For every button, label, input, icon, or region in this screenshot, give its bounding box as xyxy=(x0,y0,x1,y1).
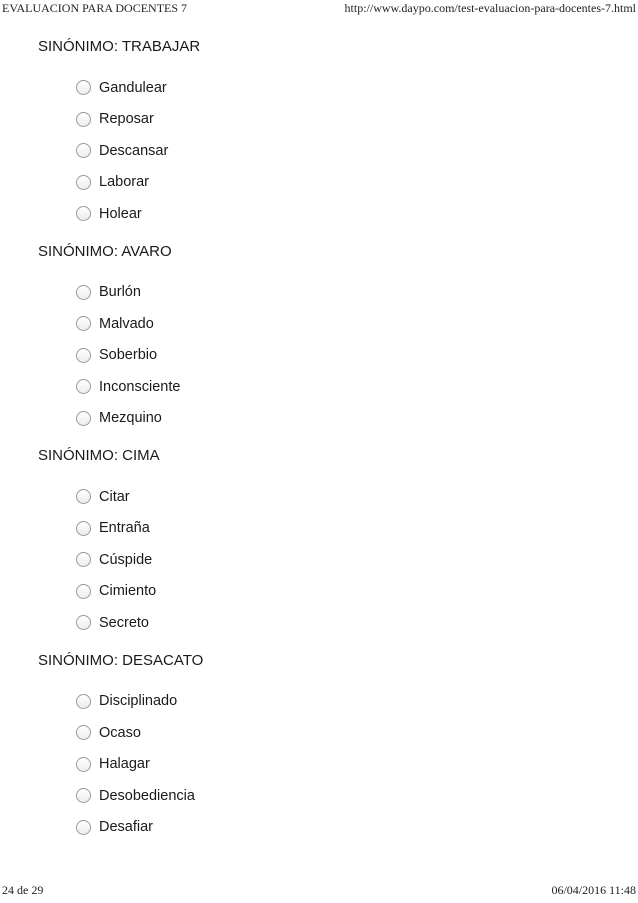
option-secreto[interactable] xyxy=(76,607,598,639)
option-inconsciente[interactable] xyxy=(76,371,598,403)
option-descansar[interactable] xyxy=(76,135,598,167)
question-cima xyxy=(38,446,598,651)
radio-button[interactable] xyxy=(76,521,91,536)
option-label: Cimiento xyxy=(99,583,157,600)
option-desafiar[interactable] xyxy=(76,812,598,844)
option-label: Disciplinado xyxy=(99,693,178,710)
option-label: Halagar xyxy=(99,756,150,773)
radio-button[interactable] xyxy=(76,175,91,190)
option-cuspide[interactable] xyxy=(76,544,598,576)
option-label: Inconsciente xyxy=(99,378,181,395)
option-citar[interactable] xyxy=(76,481,598,513)
radio-button[interactable] xyxy=(76,379,91,394)
option-label: Citar xyxy=(99,488,130,505)
option-label: Ocaso xyxy=(99,724,141,741)
option-laborar[interactable] xyxy=(76,167,598,199)
option-holear[interactable] xyxy=(76,198,598,230)
question-title: SINÓNIMO: AVARO xyxy=(38,242,172,260)
option-mezquino[interactable] xyxy=(76,403,598,435)
radio-button[interactable] xyxy=(76,112,91,127)
print-datetime: 06/04/2016 11:48 xyxy=(551,883,636,897)
option-label: Mezquino xyxy=(99,410,162,427)
option-label: Malvado xyxy=(99,315,154,332)
option-label: Burlón xyxy=(99,284,141,301)
question-trabajar xyxy=(38,37,598,242)
radio-button[interactable] xyxy=(76,206,91,221)
document-url: http://www.daypo.com/test-evaluacion-para-docentes-7.html xyxy=(344,1,636,15)
radio-button[interactable] xyxy=(76,820,91,835)
option-desobediencia[interactable] xyxy=(76,780,598,812)
page-number: 24 de 29 xyxy=(2,883,44,897)
option-ocaso[interactable] xyxy=(76,717,598,749)
radio-button[interactable] xyxy=(76,143,91,158)
radio-button[interactable] xyxy=(76,285,91,300)
radio-button[interactable] xyxy=(76,788,91,803)
option-label: Gandulear xyxy=(99,79,167,96)
option-label: Desobediencia xyxy=(99,787,195,804)
radio-button[interactable] xyxy=(76,615,91,630)
radio-button[interactable] xyxy=(76,489,91,504)
question-title: SINÓNIMO: TRABAJAR xyxy=(38,38,201,55)
option-reposar[interactable] xyxy=(76,104,598,136)
question-desacato xyxy=(38,651,598,844)
radio-button[interactable] xyxy=(76,348,91,363)
question-avaro xyxy=(38,242,598,447)
option-label: Desafiar xyxy=(99,819,153,836)
option-malvado[interactable] xyxy=(76,308,598,340)
option-gandulear[interactable] xyxy=(76,72,598,104)
radio-button[interactable] xyxy=(76,80,91,95)
option-disciplinado[interactable] xyxy=(76,686,598,718)
option-label: Secreto xyxy=(99,614,149,631)
radio-button[interactable] xyxy=(76,411,91,426)
option-label: Entraña xyxy=(99,520,150,537)
radio-button[interactable] xyxy=(76,694,91,709)
options-list xyxy=(38,686,598,844)
options-list xyxy=(38,72,598,230)
option-label: Laborar xyxy=(99,174,149,191)
radio-button[interactable] xyxy=(76,725,91,740)
question-title: SINÓNIMO: DESACATO xyxy=(38,651,204,669)
options-list xyxy=(38,481,598,639)
option-burlon[interactable] xyxy=(76,277,598,309)
print-footer xyxy=(0,883,638,898)
option-label: Descansar xyxy=(99,142,169,159)
option-label: Cúspide xyxy=(99,551,153,568)
option-label: Soberbio xyxy=(99,347,158,364)
radio-button[interactable] xyxy=(76,316,91,331)
question-title: SINÓNIMO: CIMA xyxy=(38,447,160,464)
option-entrana[interactable] xyxy=(76,513,598,545)
options-list xyxy=(38,277,598,435)
radio-button[interactable] xyxy=(76,584,91,599)
print-header xyxy=(0,1,638,16)
option-label: Reposar xyxy=(99,111,154,128)
document-title: EVALUACION PARA DOCENTES 7 xyxy=(2,1,188,15)
radio-button[interactable] xyxy=(76,552,91,567)
option-cimiento[interactable] xyxy=(76,576,598,608)
radio-button[interactable] xyxy=(76,757,91,772)
option-halagar[interactable] xyxy=(76,749,598,781)
questions-list xyxy=(38,37,598,843)
option-soberbio[interactable] xyxy=(76,340,598,372)
option-label: Holear xyxy=(99,205,142,222)
